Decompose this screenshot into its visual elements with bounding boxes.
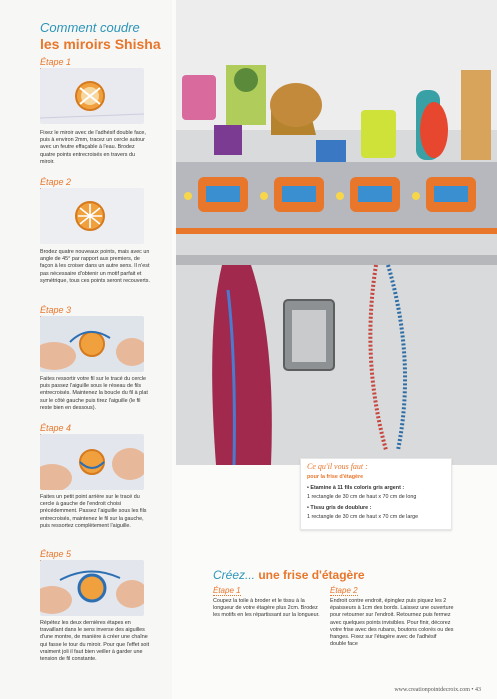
bottom-step-2-text: Endroit contre endroit, épinglez puis piquez les 2 épaisseurs à 1cm des bords. Laissez une ouverture pour retourner sur l'endroit. Retournez puis fermez avec quelques points invisibles. Pour finir, décorez votre frise avec des rubans, boutons colorés ou des franges. Fixez sur l'étagère avec de l'adhésif double face xyxy=(330,598,454,648)
step-1-label: Étape 1 xyxy=(40,57,72,67)
material-2-name: • Tissu gris de doublure : xyxy=(307,505,372,511)
step-4-label: Étape 4 xyxy=(40,423,72,433)
materials-card xyxy=(300,458,452,530)
step-3-text: Faites ressortir votre fil sur le tracé du cercle puis passez l'aiguille sous le réseau de fils entrecroisés. Maintenez la boucle du fil à plat sur le côté gauche puis tirez l'aiguille (le fil reste bien en dessous). xyxy=(40,376,148,411)
step-2-text: Brodez quatre nouveaux points, mais avec un angle de 45° par rapport aux premiers, de façon à les croiser dans un autre sens. Il n'est pas nécessaire d'obtenir un motif parfait et symétrique, tous ces points seront recouverts. xyxy=(40,249,150,284)
step-3-label: Étape 3 xyxy=(40,305,72,315)
section-title-lead: Créez... xyxy=(213,568,256,582)
page-footer: www.creationpointdecroix.com • 43 xyxy=(394,687,481,693)
step-5-photo xyxy=(40,560,144,616)
materials-card-title: Ce qu'il vous faut : xyxy=(307,462,368,471)
step-2-photo xyxy=(40,188,144,244)
page-title-line2: les miroirs Shisha xyxy=(40,36,161,52)
step-1-text: Fixez le miroir avec de l'adhésif double face, puis à environ 2mm, tracez un cercle autour avec un feutre effaçable à l'eau. Brodez quatre points entrecroisés en travers du miroir. xyxy=(40,130,146,165)
material-2-detail: 1 rectangle de 30 cm de haut x 70 cm de large xyxy=(307,514,419,520)
materials-card-subtitle: pour la frise d'étagère xyxy=(307,474,364,480)
step-5-label: Étape 5 xyxy=(40,549,72,559)
bottom-step-1-label: Étape 1 xyxy=(213,586,241,595)
section-title-rest: une frise d'étagère xyxy=(255,568,365,582)
section-title xyxy=(213,568,365,582)
step-3-photo xyxy=(40,316,144,372)
bottom-step-1-text: Coupez la toile à broder et le tissu à la longueur de votre étagère plus 2cm. Brodez les motifs en les répartissant sur la longueur. xyxy=(213,598,320,619)
material-1-name: • Etamine à 11 fils coloris gris argent : xyxy=(307,485,405,491)
bottom-step-2-label: Étape 2 xyxy=(330,586,358,595)
step-2-label: Étape 2 xyxy=(40,177,72,187)
step-5-text: Répétez les deux dernières étapes en travaillant dans le sens inverse des aiguilles d'une montre, de manière à créer une chaîne qui fasse le tour du miroir. Pour que l'effet soit vraiment joli il faut bien veiller à garder une tension de fil constante. xyxy=(40,620,150,663)
page-title-line1: Comment coudre xyxy=(40,20,140,35)
step-4-photo xyxy=(40,434,144,490)
step-1-photo xyxy=(40,68,144,124)
step-4-text: Faites un petit point arrière sur le tracé du cercle à gauche de l'endroit choisi précédemment. Passez l'aiguille sous les fils entrecroisés, maintenez le fil sur la gauche, puis ressortez complètement l'aiguille. xyxy=(40,494,147,529)
material-1-detail: 1 rectangle de 30 cm de haut x 70 cm de long xyxy=(307,494,417,500)
instructions-column xyxy=(0,0,172,699)
shelf-photo xyxy=(176,0,497,465)
